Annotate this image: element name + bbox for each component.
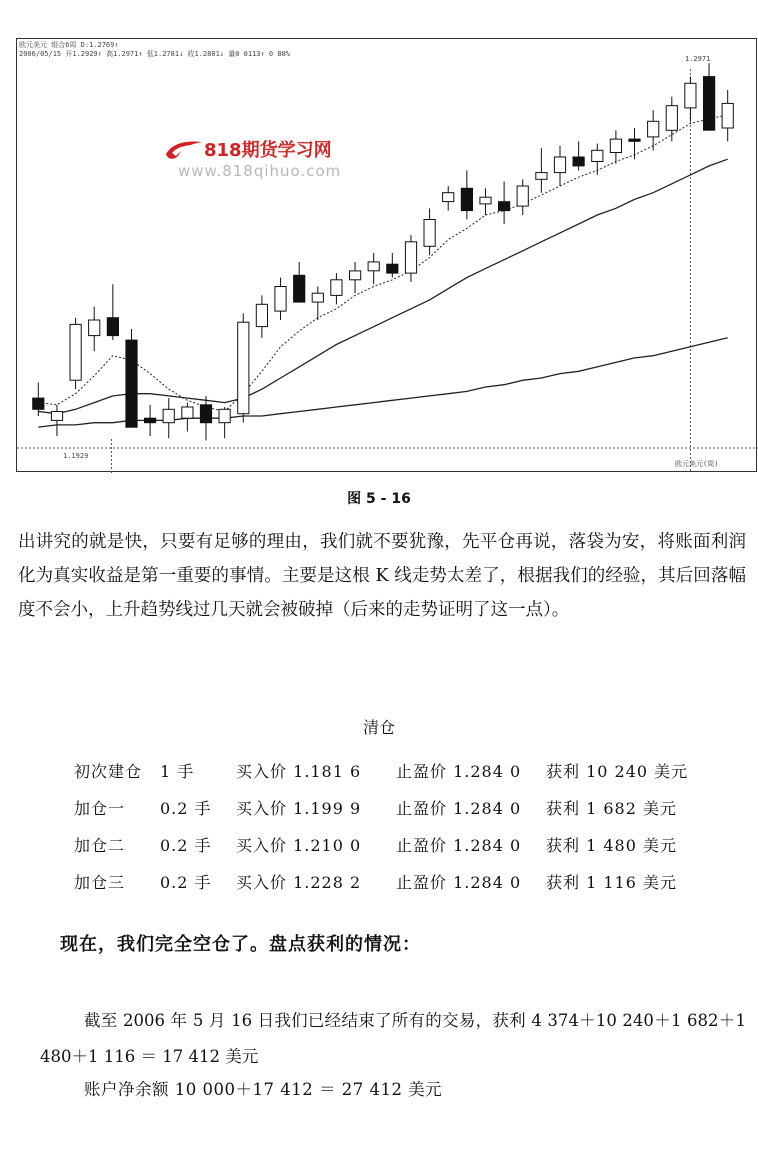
candle-bullish [480,197,491,204]
candle-bullish [312,293,323,302]
low-price-marker: 1.1929 [63,452,89,460]
candle-bearish [294,275,305,302]
candle-bearish [629,139,640,141]
chart-header-line2: 2006/05/15 开1.2929↑ 高1.2971↑ 低1.2781↓ 收1.2801↓ 量0 0113↑ 0 88% [19,50,291,58]
candle-bearish [461,188,472,210]
trade-qty: 1 手 [160,762,195,781]
trade-name: 加仓三 [74,873,126,892]
trade-profit: 获利 1 682 美元 [546,799,677,818]
candle-bullish [51,412,62,421]
candle-bullish [648,121,659,137]
candle-bearish [33,398,44,409]
chart-header-line1: 欧元美元 组合6周 D:1.2769↑ [19,41,119,49]
chart-canvas [17,39,758,473]
candle-bearish [704,77,715,131]
candle-bullish [554,157,565,173]
trade-stop-price: 止盈价 1.284 0 [396,762,522,781]
trade-name: 加仓一 [74,799,126,818]
body-paragraph: 出讲究的就是快，只要有足够的理由，我们就不要犹豫，先平仓再说，落袋为安，将账面利润化为真实收益是第一重要的事情。主要是这根 K 线走势太差了，根据我们的经验，其后回落幅度不会小，上升趋势线过几天就会被破掉（后来的走势证明了这一点）。 [18,532,746,620]
table-row [74,826,688,863]
trade-stop-price: 止盈价 1.284 0 [396,873,522,892]
trade-stop-price: 止盈价 1.284 0 [396,799,522,818]
trade-profit: 获利 10 240 美元 [546,762,689,781]
candle-bullish [70,324,81,380]
watermark-logo [164,136,364,186]
candle-bearish [145,418,156,423]
trade-qty: 0.2 手 [160,799,212,818]
candle-bullish [405,242,416,273]
trade-buy-price: 买入价 1.228 2 [236,873,362,892]
candle-bullish [517,186,528,206]
summary-paragraph: 截至 2006 年 5 月 16 日我们已经结束了所有的交易，获利 4 374＋10 240＋1 682＋1 480＋1 116 ＝ 17 412 美元 [40,1011,746,1066]
candle-bearish [499,202,510,211]
trade-qty: 0.2 手 [160,873,212,892]
account-balance-line: 账户净余额 10 000＋17 412 ＝ 27 412 美元 [84,1080,443,1099]
trade-profit: 获利 1 116 美元 [546,873,677,892]
trade-name: 加仓二 [74,836,126,855]
candle-bullish [182,407,193,418]
candle-bullish [610,139,621,152]
candle-bearish [387,264,398,273]
candle-bullish [424,220,435,247]
figure-caption: 图 5 - 16 [347,491,411,507]
table-row [74,789,688,826]
table-title: 清仓 [362,718,395,737]
trade-name: 初次建仓 [74,762,143,781]
candle-bullish [666,106,677,131]
candle-bearish [107,318,118,336]
trade-profit: 获利 1 480 美元 [546,836,677,855]
candlestick-chart [16,38,757,472]
trade-buy-price: 买入价 1.210 0 [236,836,362,855]
candle-bearish [126,340,137,427]
high-price-marker: 1.2971 [685,55,711,63]
trade-qty: 0.2 手 [160,836,212,855]
flame-logo-icon [164,138,204,162]
summary-heading: 现在，我们完全空仓了。盘点获利的情况： [60,934,421,955]
candle-bullish [443,193,454,202]
candle-bullish [163,409,174,422]
candle-bullish [536,173,547,180]
candle-bullish [722,103,733,128]
candle-bearish [200,405,211,423]
candle-bearish [573,157,584,166]
candle-bullish [238,322,249,414]
trade-buy-price: 买入价 1.199 9 [236,799,362,818]
chart-corner-label: 欧元美元(周) [675,460,719,468]
candle-bullish [256,304,267,326]
watermark-site-url: www.818qihuo.com [178,162,342,180]
moving-average-line-3 [38,338,727,427]
candle-bullish [592,150,603,161]
candle-bullish [685,83,696,108]
watermark-site-name: 818期货学习网 [204,140,332,161]
trade-buy-price: 买入价 1.181 6 [236,762,362,781]
table-row [74,863,688,900]
moving-average-line-2 [38,159,727,414]
candle-bullish [368,262,379,271]
candle-bullish [219,409,230,422]
candle-bullish [89,320,100,336]
table-row [74,752,688,789]
trade-table [74,752,688,900]
trade-stop-price: 止盈价 1.284 0 [396,836,522,855]
candle-bullish [331,280,342,296]
moving-average-line-1 [38,115,727,412]
candle-bullish [275,287,286,312]
candle-bullish [350,271,361,280]
